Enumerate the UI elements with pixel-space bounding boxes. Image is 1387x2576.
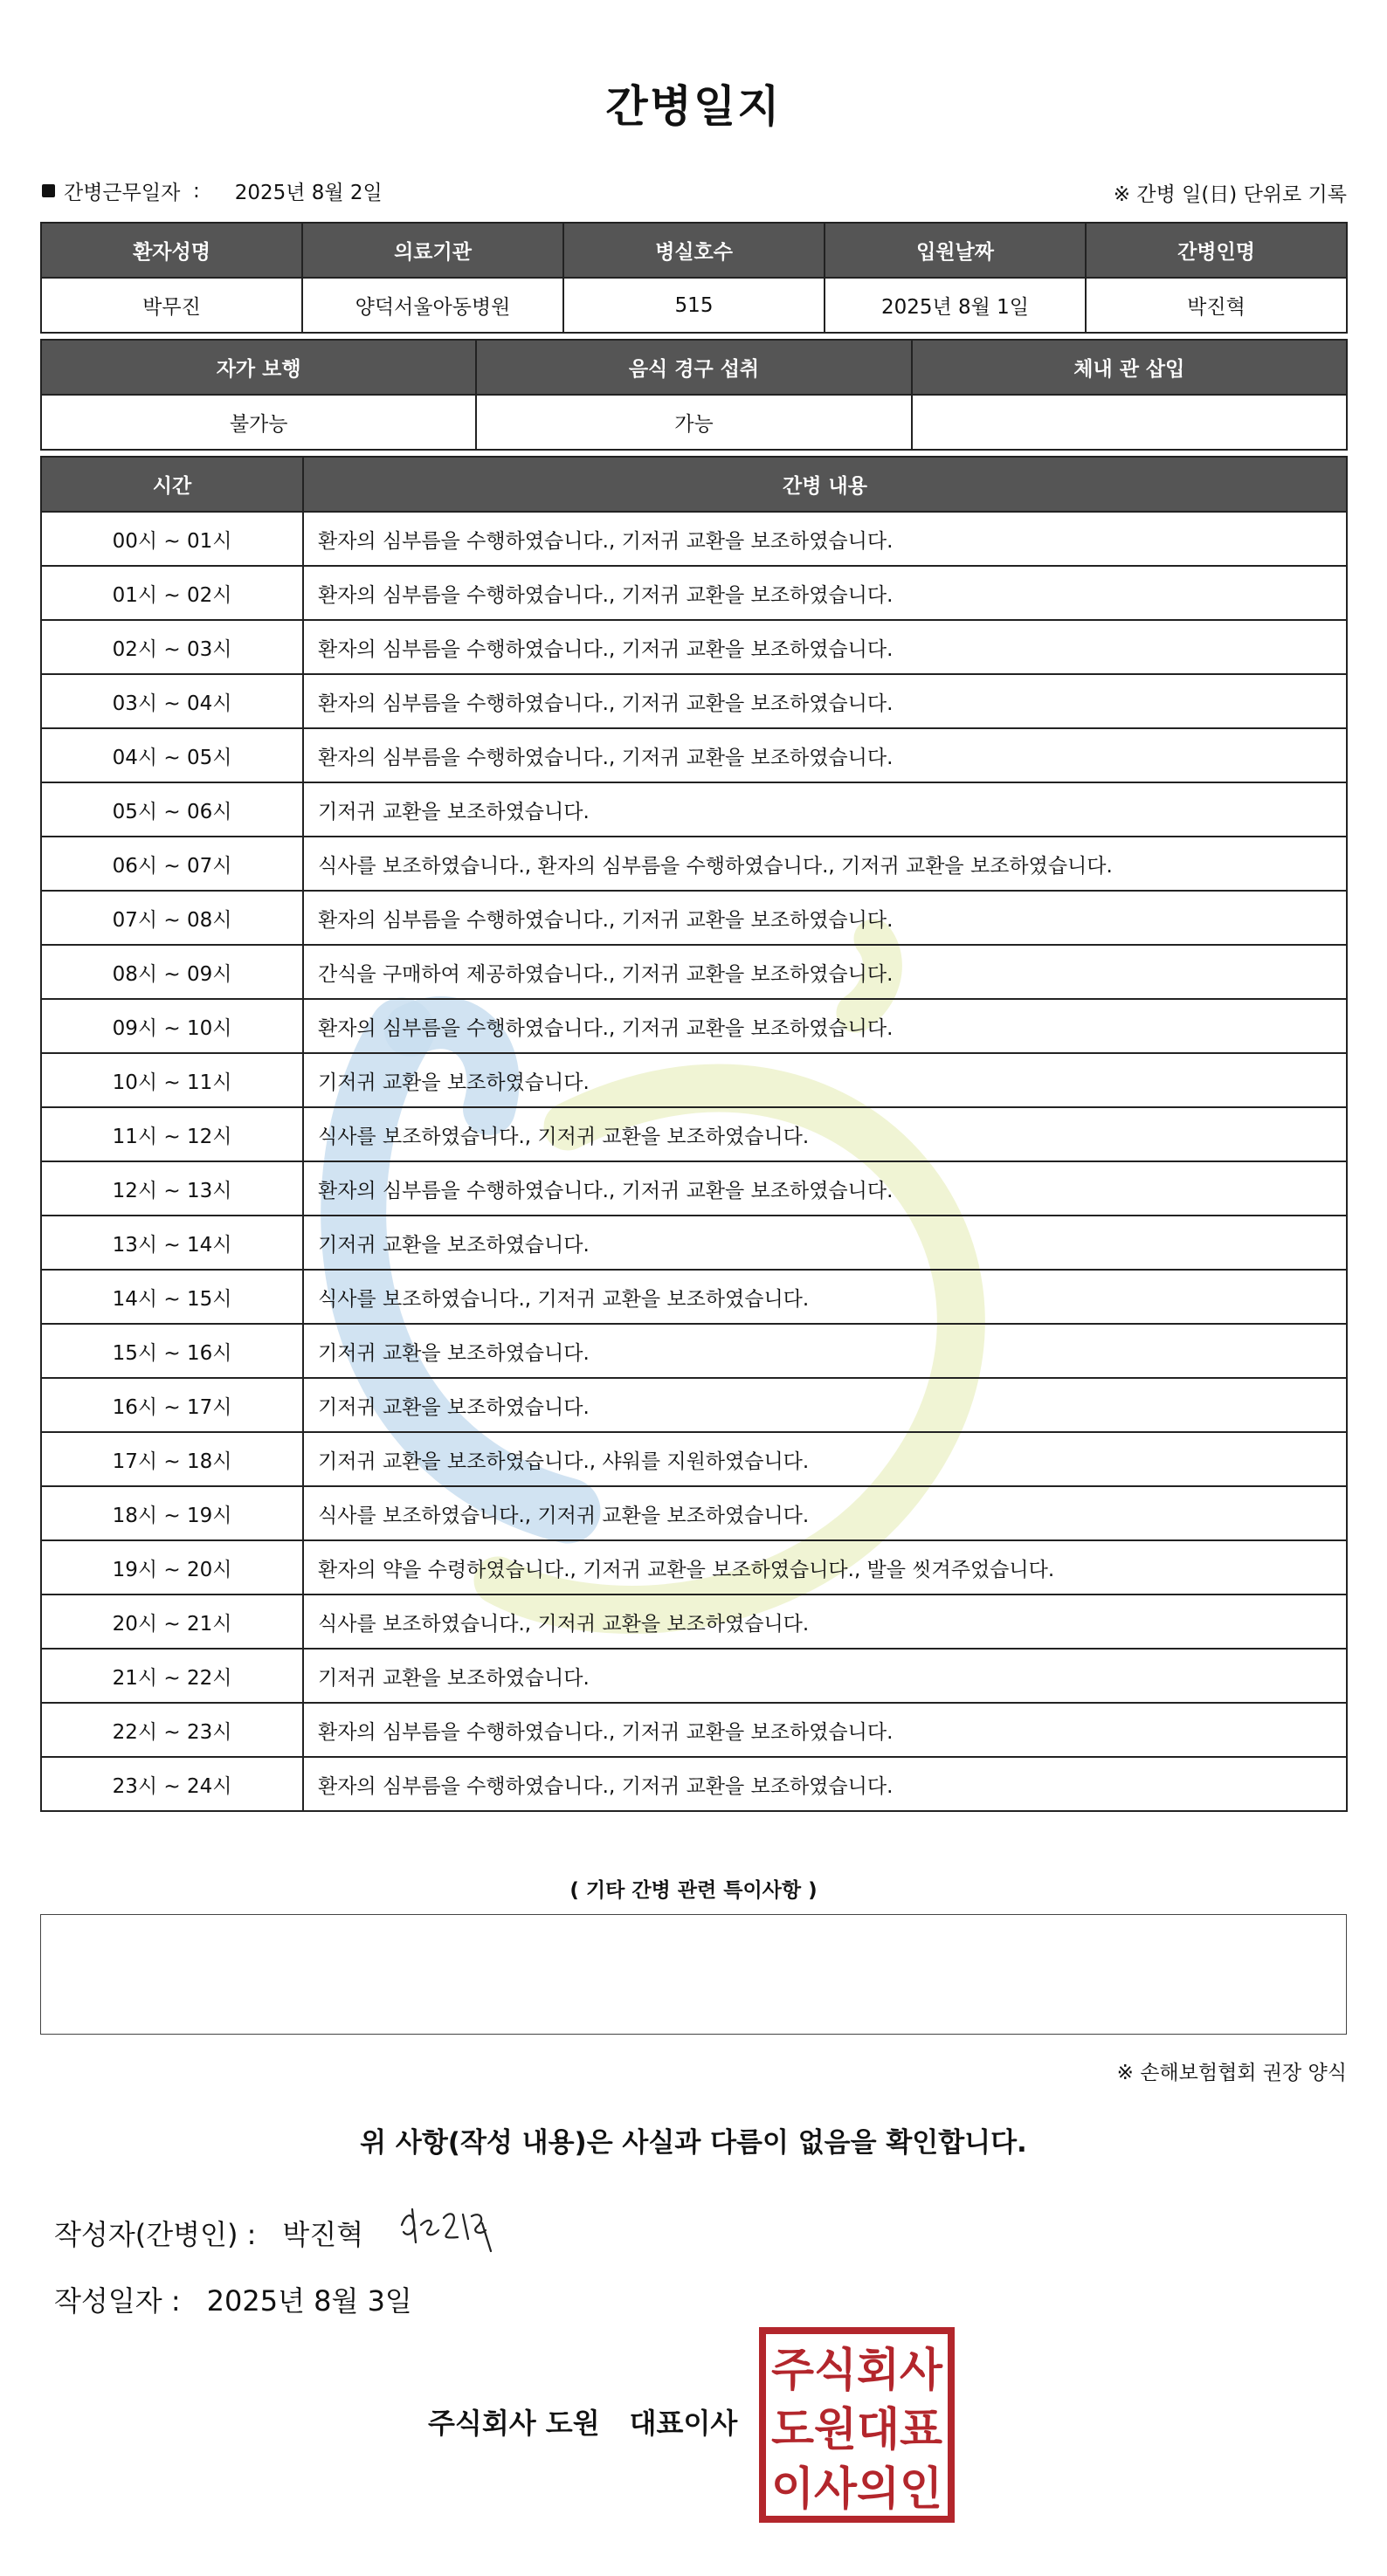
time-cell: 07시 ~ 08시	[41, 891, 303, 945]
time-cell: 01시 ~ 02시	[41, 566, 303, 620]
table-row	[41, 1053, 1347, 1107]
time-cell: 17시 ~ 18시	[41, 1432, 303, 1486]
time-cell: 13시 ~ 14시	[41, 1216, 303, 1270]
table-row	[41, 945, 1347, 999]
header-room: 병실호수	[563, 223, 825, 278]
table-row	[41, 1703, 1347, 1757]
table-row	[41, 728, 1347, 782]
care-content-cell: 환자의 심부름을 수행하였습니다., 기저귀 교환을 보조하였습니다.	[303, 999, 1347, 1053]
care-content-cell: 환자의 심부름을 수행하였습니다., 기저귀 교환을 보조하였습니다.	[303, 1161, 1347, 1216]
care-content-cell: 기저귀 교환을 보조하였습니다.	[303, 1649, 1347, 1703]
care-content-cell: 식사를 보조하였습니다., 기저귀 교환을 보조하였습니다.	[303, 1270, 1347, 1324]
time-cell: 23시 ~ 24시	[41, 1757, 303, 1811]
seal-text-row: 도원대표	[771, 2404, 942, 2456]
table-row	[41, 1595, 1347, 1649]
time-cell: 09시 ~ 10시	[41, 999, 303, 1053]
time-cell: 22시 ~ 23시	[41, 1703, 303, 1757]
care-content-cell: 환자의 심부름을 수행하였습니다., 기저귀 교환을 보조하였습니다.	[303, 1703, 1347, 1757]
notes-box	[40, 1914, 1347, 2035]
care-content-cell: 기저귀 교환을 보조하였습니다.	[303, 782, 1347, 837]
care-content-cell: 환자의 심부름을 수행하였습니다., 기저귀 교환을 보조하였습니다.	[303, 891, 1347, 945]
header-care-content: 간병 내용	[303, 457, 1347, 512]
room-number: 515	[563, 278, 825, 333]
table-row	[41, 1161, 1347, 1216]
time-cell: 12시 ~ 13시	[41, 1161, 303, 1216]
admission-date: 2025년 8월 1일	[825, 278, 1086, 333]
write-date-line	[54, 2279, 412, 2319]
company-name: 주식회사 도원	[428, 2407, 600, 2440]
care-content-cell: 환자의 심부름을 수행하였습니다., 기저귀 교환을 보조하였습니다.	[303, 1757, 1347, 1811]
care-content-cell: 환자의 심부름을 수행하였습니다., 기저귀 교환을 보조하였습니다.	[303, 728, 1347, 782]
square-bullet-icon	[42, 184, 55, 197]
oral-intake-value: 가능	[476, 395, 911, 450]
table-row	[41, 782, 1347, 837]
time-cell: 05시 ~ 06시	[41, 782, 303, 837]
patient-status-table	[40, 339, 1348, 451]
header-self-walking: 자가 보행	[41, 340, 476, 395]
time-cell: 20시 ~ 21시	[41, 1595, 303, 1649]
self-walking-value: 불가능	[41, 395, 476, 450]
time-cell: 10시 ~ 11시	[41, 1053, 303, 1107]
table-row	[41, 1378, 1347, 1432]
time-cell: 19시 ~ 20시	[41, 1540, 303, 1595]
care-content-cell: 간식을 구매하여 제공하였습니다., 기저귀 교환을 보조하였습니다.	[303, 945, 1347, 999]
table-row	[41, 1216, 1347, 1270]
care-content-cell: 식사를 보조하였습니다., 환자의 심부름을 수행하였습니다., 기저귀 교환을 보조하였습니다.	[303, 837, 1347, 891]
time-cell: 11시 ~ 12시	[41, 1107, 303, 1161]
time-cell: 21시 ~ 22시	[41, 1649, 303, 1703]
care-content-cell: 환자의 심부름을 수행하였습니다., 기저귀 교환을 보조하였습니다.	[303, 512, 1347, 566]
time-cell: 00시 ~ 01시	[41, 512, 303, 566]
seal-text-row: 이사의인	[771, 2463, 942, 2516]
care-content-cell: 환자의 심부름을 수행하였습니다., 기저귀 교환을 보조하였습니다.	[303, 620, 1347, 674]
table-row	[41, 620, 1347, 674]
table-row	[41, 1270, 1347, 1324]
unit-note: ※ 간병 일(日) 단위로 기록	[1113, 183, 1347, 206]
handwritten-signature	[395, 2199, 530, 2260]
time-cell: 08시 ~ 09시	[41, 945, 303, 999]
table-row	[41, 1107, 1347, 1161]
header-hospital: 의료기관	[302, 223, 563, 278]
care-content-cell: 식사를 보조하였습니다., 기저귀 교환을 보조하였습니다.	[303, 1486, 1347, 1540]
time-cell: 15시 ~ 16시	[41, 1324, 303, 1378]
page-title: 간병일지	[605, 81, 782, 132]
time-cell: 04시 ~ 05시	[41, 728, 303, 782]
care-content-cell: 기저귀 교환을 보조하였습니다.	[303, 1053, 1347, 1107]
notes-label: ( 기타 간병 관련 특이사항 )	[569, 1879, 818, 1902]
table-row	[41, 1432, 1347, 1486]
header-oral-intake: 음식 경구 섭취	[476, 340, 911, 395]
care-content-cell: 기저귀 교환을 보조하였습니다.	[303, 1378, 1347, 1432]
table-row	[41, 566, 1347, 620]
header-admission-date: 입원날짜	[825, 223, 1086, 278]
table-row	[41, 837, 1347, 891]
writer-name: 박진혁	[282, 2218, 364, 2251]
header-patient-name: 환자성명	[41, 223, 302, 278]
write-date-label: 작성일자 :	[54, 2284, 181, 2318]
table-row	[41, 1757, 1347, 1811]
writer-label: 작성자(간병인) :	[54, 2218, 257, 2251]
association-note: ※ 손해보험협회 권장 양식	[1116, 2062, 1347, 2084]
work-date-line	[42, 176, 383, 205]
time-cell: 16시 ~ 17시	[41, 1378, 303, 1432]
header-time: 시간	[41, 457, 303, 512]
table-row	[41, 674, 1347, 728]
patient-name: 박무진	[41, 278, 302, 333]
time-cell: 06시 ~ 07시	[41, 837, 303, 891]
time-cell: 02시 ~ 03시	[41, 620, 303, 674]
table-row	[41, 1324, 1347, 1378]
care-content-cell: 환자의 심부름을 수행하였습니다., 기저귀 교환을 보조하였습니다.	[303, 674, 1347, 728]
caregiver-name: 박진혁	[1086, 278, 1347, 333]
care-content-cell: 식사를 보조하였습니다., 기저귀 교환을 보조하였습니다.	[303, 1595, 1347, 1649]
table-row	[41, 1649, 1347, 1703]
confirmation-statement: 위 사항(작성 내용)은 사실과 다름이 없음을 확인합니다.	[360, 2127, 1027, 2159]
care-content-cell: 기저귀 교환을 보조하였습니다., 샤워를 지원하였습니다.	[303, 1432, 1347, 1486]
writer-line	[54, 2213, 363, 2253]
company-line	[428, 2401, 737, 2442]
time-cell: 18시 ~ 19시	[41, 1486, 303, 1540]
care-content-cell: 환자의 심부름을 수행하였습니다., 기저귀 교환을 보조하였습니다.	[303, 566, 1347, 620]
company-representative: 대표이사	[629, 2407, 738, 2440]
care-log-table	[40, 456, 1348, 1812]
care-content-cell: 기저귀 교환을 보조하였습니다.	[303, 1216, 1347, 1270]
company-seal-stamp	[758, 2326, 956, 2524]
work-date-label: 간병근무일자	[64, 182, 181, 204]
table-row	[41, 891, 1347, 945]
care-content-cell: 식사를 보조하였습니다., 기저귀 교환을 보조하였습니다.	[303, 1107, 1347, 1161]
hospital: 양덕서울아동병원	[302, 278, 563, 333]
header-tube-insertion: 체내 관 삽입	[912, 340, 1347, 395]
care-content-cell: 환자의 약을 수령하였습니다., 기저귀 교환을 보조하였습니다., 발을 씻겨주었습니다.	[303, 1540, 1347, 1595]
table-row	[41, 1540, 1347, 1595]
table-row	[41, 1486, 1347, 1540]
work-date-separator: :	[192, 179, 200, 203]
write-date-value: 2025년 8월 3일	[206, 2284, 412, 2318]
time-cell: 03시 ~ 04시	[41, 674, 303, 728]
table-row	[41, 999, 1347, 1053]
time-cell: 14시 ~ 15시	[41, 1270, 303, 1324]
seal-text-row: 주식회사	[771, 2345, 943, 2397]
work-date-value: 2025년 8월 2일	[234, 182, 383, 204]
table-row	[41, 512, 1347, 566]
tube-insertion-value	[912, 395, 1347, 450]
care-content-cell: 기저귀 교환을 보조하였습니다.	[303, 1324, 1347, 1378]
header-caregiver: 간병인명	[1086, 223, 1347, 278]
patient-info-table	[40, 222, 1348, 334]
